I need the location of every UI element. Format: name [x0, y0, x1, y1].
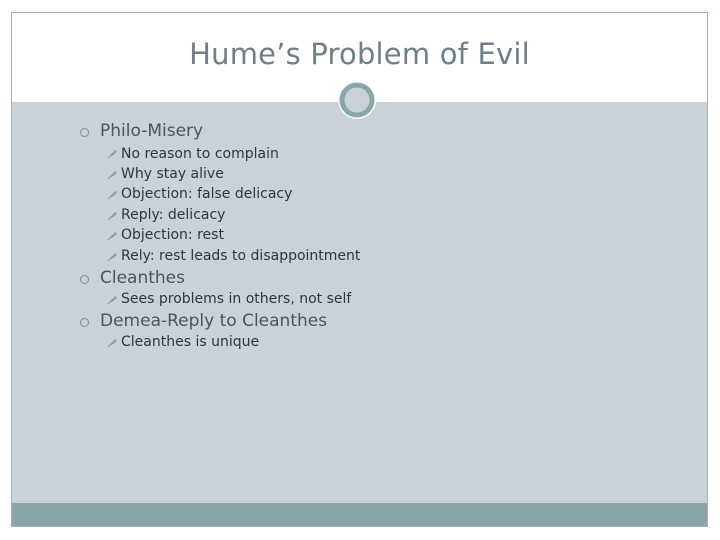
- footer-bar: [12, 503, 707, 526]
- quill-bullet-icon: [107, 252, 117, 262]
- list-item: Sees problems in others, not self: [121, 291, 352, 307]
- slide-title: Hume’s Problem of Evil: [189, 37, 530, 71]
- section-heading: Cleanthes: [100, 268, 185, 288]
- quill-bullet-icon: [107, 231, 117, 241]
- circle-bullet-icon: [80, 318, 89, 327]
- list-item: Objection: rest: [121, 227, 224, 243]
- circle-bullet-icon: [80, 128, 89, 137]
- quill-bullet-icon: [107, 170, 117, 180]
- quill-bullet-icon: [107, 149, 117, 159]
- circle-bullet-icon: [80, 275, 89, 284]
- list-item: Cleanthes is unique: [121, 334, 260, 350]
- slide-content: [12, 13, 707, 526]
- list-item: No reason to complain: [121, 146, 279, 162]
- list-item: Rely: rest leads to disappointment: [121, 248, 361, 264]
- section-heading: Demea-Reply to Cleanthes: [100, 311, 328, 331]
- quill-bullet-icon: [107, 295, 117, 305]
- list-item: Reply: delicacy: [121, 207, 226, 223]
- quill-bullet-icon: [107, 211, 117, 221]
- list-item: Objection: false delicacy: [121, 186, 293, 202]
- quill-bullet-icon: [107, 190, 117, 200]
- list-item: Why stay alive: [121, 166, 224, 182]
- quill-bullet-icon: [107, 338, 117, 348]
- slide: [11, 12, 708, 527]
- section-heading: Philo-Misery: [100, 121, 204, 141]
